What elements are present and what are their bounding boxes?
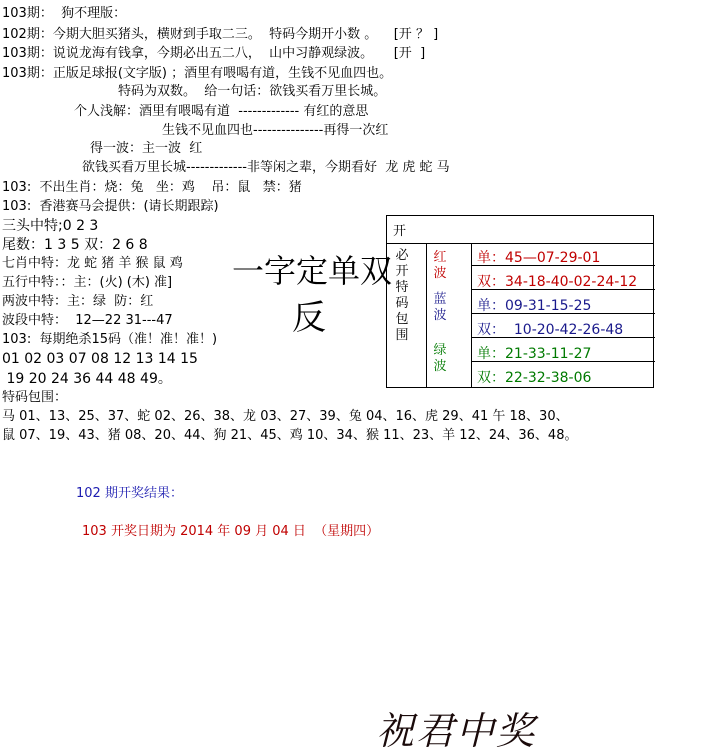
text-line: 特码包围：	[2, 390, 68, 405]
text-line: 三头中特;0 2 3	[2, 218, 99, 234]
green-single: 单：21-33-11-27	[477, 346, 592, 362]
red-wave-label: 红波	[433, 250, 447, 281]
green-wave-label: 绿波	[433, 343, 447, 374]
text-line: 波段中特： 12—22 31---47	[2, 313, 173, 328]
blue-wave-label: 蓝波	[433, 292, 447, 323]
text-line: 鼠 07、19、43、猪 08、20、44、狗 21、45、鸡 10、34、猴 11、23、羊 12、24、36、48。	[2, 428, 578, 443]
draw-date: 103 开奖日期为 2014 年 09 月 04 日 （星期四）	[82, 524, 380, 539]
text-line: 103期：说说龙海有钱拿，今期必出五二八， 山中习静观绿波。 [开 ]	[2, 46, 426, 61]
text-line: 103期：正版足球报(文字版) ；酒里有喂喝有道，生钱不见血四也。	[2, 66, 393, 81]
result-title: 102 期开奖结果：	[76, 486, 183, 501]
box-header: 开	[387, 216, 653, 244]
header-line: 103期： 狗不理版：	[2, 6, 127, 21]
text-line: 102期：今期大胆买猪头，横财到手取二三。 特码今期开小数 。 [开 ？ ]	[2, 27, 439, 42]
prediction-box	[386, 215, 654, 388]
good-luck-text: 祝君中奖	[376, 709, 537, 753]
text-line: 个人浅解：酒里有喂喝有道 ------------- 有红的意思	[74, 104, 369, 119]
green-double: 双：22-32-38-06	[477, 370, 592, 386]
red-double: 双：34-18-40-02-24-12	[477, 274, 638, 290]
text-line: 生钱不见血四也---------------再得一次红	[162, 123, 389, 138]
text-line: 五行中特：：主：(火) (木) 准]	[2, 275, 173, 290]
red-single: 单：45—07-29-01	[477, 250, 601, 266]
text-line: 尾数：1 3 5 双：2 6 8	[2, 237, 148, 253]
blue-single: 单：09-31-15-25	[477, 298, 592, 314]
text-line: 103: 不出生肖：烧：兔 坐：鸡 吊：鼠 禁：猪	[2, 180, 302, 195]
side-label: 必开特码包围	[395, 248, 409, 343]
handwritten-note: 一字定单双	[232, 252, 393, 290]
text-line: 两波中特：主：绿 防：红	[2, 294, 154, 309]
text-line: 欲钱买看万里长城-------------非等闲之辈，今期看好 龙 虎 蛇 马	[82, 160, 450, 175]
handwritten-note-2: 反	[292, 298, 326, 338]
text-line: 七肖中特：龙 蛇 猪 羊 猴 鼠 鸡	[2, 256, 183, 271]
text-line: 103: 香港赛马会提供：(请长期跟踪)	[2, 199, 219, 214]
text-line: 得一波：主一波 红	[90, 141, 203, 156]
text-line: 特码为双数。 给一句话：欲钱买看万里长城。	[118, 84, 387, 99]
text-line: 01 02 03 07 08 12 13 14 15	[2, 351, 198, 367]
text-line: 19 20 24 36 44 48 49。	[2, 371, 172, 387]
divider	[426, 243, 427, 388]
blue-double: 双： 10-20-42-26-48	[477, 322, 624, 338]
text-line: 103: 每期绝杀15码（准！准！准！)	[2, 332, 218, 347]
text-line: 马 01、13、25、37、蛇 02、26、38、龙 03、27、39、兔 04、16、虎 29、41 午 18、30、	[2, 409, 569, 424]
